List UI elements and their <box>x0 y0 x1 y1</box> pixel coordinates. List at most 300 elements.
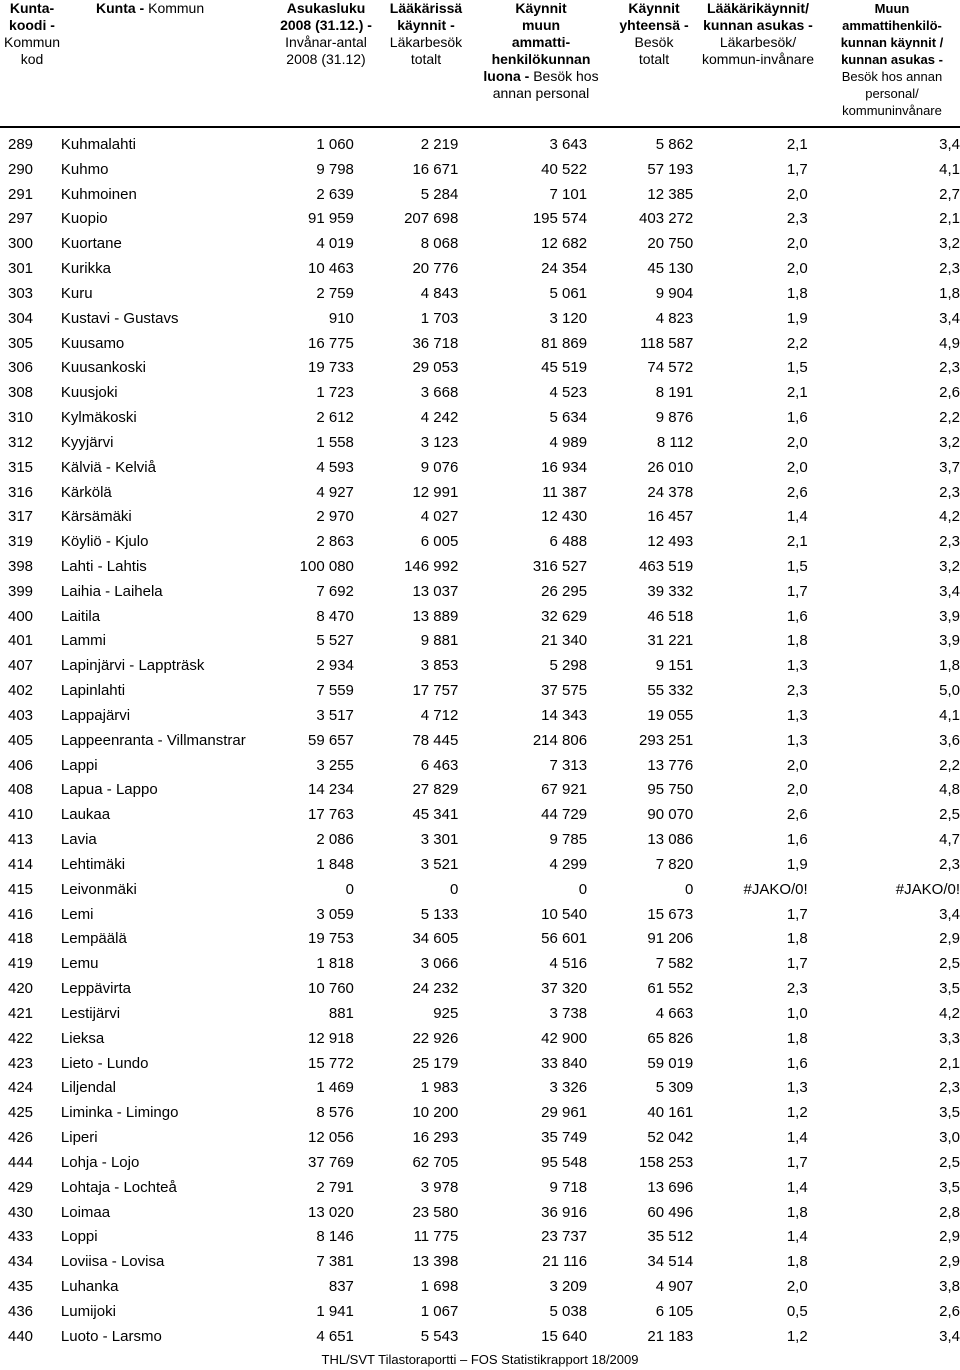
doctor-visits-cell: 3 978 <box>420 1178 459 1196</box>
municipality-name-cell: Loimaa <box>60 1203 111 1221</box>
total-visits-cell: 463 519 <box>639 557 694 575</box>
other-visits-per-resident-cell: 4,1 <box>939 706 960 724</box>
total-visits-cell: 57 193 <box>647 160 694 178</box>
municipality-name-cell: Lieto - Lundo <box>60 1054 149 1072</box>
other-visits-per-resident-cell: 2,8 <box>939 1203 960 1221</box>
other-visits-per-resident-cell: 2,6 <box>939 1302 960 1320</box>
header-doctor-visits <box>374 0 478 68</box>
municipality-code-cell: 316 <box>8 483 34 501</box>
table-row <box>0 1200 960 1225</box>
municipality-code-cell: 410 <box>8 806 34 824</box>
municipality-name-cell: Kurikka <box>60 260 111 278</box>
table-row <box>0 951 960 976</box>
header-normal: Läkarbesök/ kommun-invånare <box>701 34 815 67</box>
other-visits-per-resident-cell: 2,2 <box>939 409 960 427</box>
municipality-code-cell: 408 <box>8 781 34 799</box>
municipality-name-cell: Kylmäkoski <box>60 409 137 427</box>
table-row <box>0 728 960 753</box>
doctor-visits-per-resident-cell: 2,2 <box>786 334 808 352</box>
population-cell: 2 639 <box>316 185 354 203</box>
population-cell: 7 692 <box>316 582 354 600</box>
table-row <box>0 976 960 1001</box>
doctor-visits-per-resident-cell: 2,0 <box>786 235 808 253</box>
municipality-code-cell: 398 <box>8 557 34 575</box>
total-visits-cell: 6 105 <box>655 1302 694 1320</box>
population-cell: 0 <box>345 880 354 898</box>
municipality-name-cell: Kuhmalahti <box>60 135 136 153</box>
doctor-visits-cell: 1 698 <box>420 1278 459 1295</box>
other-visits-per-resident-cell: 3,4 <box>939 1327 960 1345</box>
header-bold: Kunta - <box>96 0 145 16</box>
doctor-visits-cell: 23 580 <box>412 1203 459 1221</box>
total-visits-cell: 26 010 <box>647 458 694 476</box>
table-row <box>0 703 960 728</box>
doctor-visits-cell: 4 843 <box>420 284 459 302</box>
doctor-visits-cell: 16 293 <box>412 1129 459 1147</box>
other-visits-cell: 5 634 <box>549 409 588 427</box>
municipality-code-cell: 440 <box>8 1327 34 1345</box>
other-visits-cell: 6 488 <box>549 533 588 551</box>
doctor-visits-cell: 1 067 <box>420 1302 459 1320</box>
other-visits-per-resident-cell: 3,5 <box>939 1178 960 1196</box>
municipality-name-cell: Lohtaja - Lochteå <box>60 1178 177 1196</box>
total-visits-cell: 0 <box>684 880 694 898</box>
other-visits-per-resident-cell: 4,2 <box>939 508 960 526</box>
table-row <box>0 1150 960 1175</box>
total-visits-cell: 5 309 <box>655 1079 694 1097</box>
doctor-visits-per-resident-cell: 1,7 <box>786 905 808 923</box>
other-visits-cell: 37 575 <box>541 682 588 700</box>
total-visits-cell: 46 518 <box>647 607 694 625</box>
municipality-code-cell: 303 <box>8 284 34 302</box>
other-visits-per-resident-cell: 3,9 <box>939 607 960 625</box>
total-visits-cell: 13 696 <box>647 1178 694 1196</box>
other-visits-per-resident-cell: 2,5 <box>939 1153 960 1171</box>
other-visits-cell: 95 548 <box>541 1153 588 1171</box>
total-visits-cell: 5 862 <box>655 135 694 153</box>
other-visits-per-resident-cell: #JAKO/0! <box>895 880 960 898</box>
total-visits-cell: 52 042 <box>647 1129 694 1147</box>
header-normal: Invånar-antal 2008 (31.12) <box>285 34 367 67</box>
doctor-visits-per-resident-cell: 1,9 <box>786 855 808 873</box>
population-cell: 1 558 <box>316 433 354 451</box>
doctor-visits-per-resident-cell: 2,0 <box>786 260 808 278</box>
other-visits-per-resident-cell: 1,8 <box>939 284 960 302</box>
population-cell: 7 381 <box>316 1253 354 1271</box>
doctor-visits-per-resident-cell: 1,2 <box>786 1327 808 1345</box>
other-visits-per-resident-cell: 4,9 <box>939 334 960 352</box>
header-normal: Besök hos annan personal <box>492 68 599 101</box>
doctor-visits-per-resident-cell: 1,8 <box>786 284 808 302</box>
population-cell: 3 059 <box>316 905 354 923</box>
total-visits-cell: 65 826 <box>647 1029 694 1047</box>
doctor-visits-cell: 27 829 <box>412 781 459 799</box>
municipality-code-cell: 436 <box>8 1302 34 1320</box>
doctor-visits-cell: 6 463 <box>420 756 459 774</box>
other-visits-per-resident-cell: 3,9 <box>939 632 960 650</box>
doctor-visits-per-resident-cell: 2,0 <box>786 185 808 203</box>
table-row <box>0 306 960 331</box>
header-other-per-resident <box>824 0 960 119</box>
municipality-code-cell: 414 <box>8 855 34 873</box>
municipality-name-cell: Laukaa <box>60 806 111 824</box>
table-row <box>0 206 960 231</box>
other-visits-per-resident-cell: 3,4 <box>939 309 960 327</box>
municipality-name-cell: Laitila <box>60 607 101 625</box>
doctor-visits-cell: 3 123 <box>420 433 459 451</box>
doctor-visits-per-resident-cell: 1,4 <box>786 508 808 526</box>
doctor-visits-cell: 8 068 <box>420 235 459 253</box>
table-body <box>0 132 960 1349</box>
total-visits-cell: 60 496 <box>647 1203 694 1221</box>
population-cell: 10 463 <box>308 260 354 278</box>
population-cell: 881 <box>328 1004 354 1022</box>
municipality-name-cell: Lapinlahti <box>60 682 126 700</box>
municipality-code-cell: 306 <box>8 359 34 377</box>
population-cell: 2 934 <box>316 657 354 675</box>
doctor-visits-per-resident-cell: 1,6 <box>786 409 808 427</box>
population-cell: 2 863 <box>316 533 354 551</box>
other-visits-per-resident-cell: 3,5 <box>939 1104 960 1122</box>
population-cell: 14 234 <box>308 781 354 799</box>
population-cell: 91 959 <box>308 210 354 228</box>
population-cell: 3 255 <box>316 756 354 774</box>
municipality-code-cell: 290 <box>8 160 34 178</box>
header-bold: Kunta- koodi - <box>9 0 55 33</box>
other-visits-per-resident-cell: 2,2 <box>939 756 960 774</box>
doctor-visits-cell: 3 301 <box>420 831 459 849</box>
doctor-visits-cell: 1 983 <box>420 1079 459 1097</box>
total-visits-cell: 7 820 <box>655 855 694 873</box>
doctor-visits-cell: 6 005 <box>420 533 459 551</box>
municipality-name-cell: Laihia - Laihela <box>60 582 163 600</box>
doctor-visits-cell: 146 992 <box>404 557 459 575</box>
total-visits-cell: 9 876 <box>655 409 694 427</box>
doctor-visits-per-resident-cell: 1,3 <box>786 706 808 724</box>
municipality-name-cell: Lempäälä <box>60 930 127 948</box>
municipality-code-cell: 403 <box>8 706 34 724</box>
doctor-visits-cell: 13 398 <box>412 1253 459 1271</box>
other-visits-cell: 5 038 <box>549 1302 588 1320</box>
doctor-visits-cell: 36 718 <box>412 334 459 352</box>
other-visits-per-resident-cell: 3,7 <box>939 458 960 476</box>
total-visits-cell: 9 904 <box>655 284 694 302</box>
doctor-visits-per-resident-cell: 1,7 <box>786 160 808 178</box>
doctor-visits-per-resident-cell: 2,0 <box>786 756 808 774</box>
municipality-name-cell: Lappajärvi <box>60 706 131 724</box>
population-cell: 8 146 <box>316 1228 354 1246</box>
other-visits-cell: 67 921 <box>541 781 588 799</box>
other-visits-cell: 11 387 <box>542 483 588 501</box>
doctor-visits-per-resident-cell: 1,7 <box>786 582 808 600</box>
total-visits-cell: 55 332 <box>647 682 694 700</box>
municipality-code-cell: 425 <box>8 1104 34 1122</box>
municipality-name-cell: Kälviä - Kelviå <box>60 458 156 476</box>
table-row <box>0 604 960 629</box>
doctor-visits-per-resident-cell: 2,1 <box>786 533 808 551</box>
doctor-visits-per-resident-cell: 1,3 <box>786 657 808 675</box>
municipality-code-cell: 430 <box>8 1203 34 1221</box>
table-header <box>0 0 960 126</box>
population-cell: 4 593 <box>316 458 354 476</box>
table-row <box>0 331 960 356</box>
table-row <box>0 132 960 157</box>
municipality-name-cell: Kuru <box>60 284 93 302</box>
municipality-name-cell: Lappi <box>60 756 98 774</box>
table-row <box>0 1125 960 1150</box>
population-cell: 9 798 <box>316 160 354 178</box>
municipality-name-cell: Lahti - Lahtis <box>60 557 147 575</box>
municipality-name-cell: Kuopio <box>60 210 108 228</box>
total-visits-cell: 118 587 <box>640 334 694 352</box>
doctor-visits-per-resident-cell: 1,6 <box>786 1054 808 1072</box>
other-visits-per-resident-cell: 3,4 <box>939 582 960 600</box>
municipality-code-cell: 402 <box>8 682 34 700</box>
other-visits-per-resident-cell: 3,3 <box>939 1029 960 1047</box>
doctor-visits-per-resident-cell: 2,0 <box>786 433 808 451</box>
total-visits-cell: 21 183 <box>647 1327 694 1345</box>
municipality-code-cell: 424 <box>8 1079 34 1097</box>
population-cell: 1 723 <box>316 384 354 402</box>
doctor-visits-cell: 29 053 <box>412 359 459 377</box>
other-visits-cell: 36 916 <box>541 1203 588 1221</box>
other-visits-cell: 4 989 <box>549 433 588 451</box>
population-cell: 4 927 <box>316 483 354 501</box>
population-cell: 19 753 <box>308 930 354 948</box>
population-cell: 16 775 <box>308 334 354 352</box>
municipality-code-cell: 291 <box>8 185 34 203</box>
municipality-name-cell: Lieksa <box>60 1029 105 1047</box>
doctor-visits-cell: 13 037 <box>412 582 459 600</box>
table-row <box>0 1249 960 1274</box>
other-visits-cell: 42 900 <box>541 1029 588 1047</box>
doctor-visits-per-resident-cell: 2,0 <box>786 458 808 476</box>
population-cell: 37 769 <box>308 1153 354 1171</box>
doctor-visits-per-resident-cell: 1,8 <box>786 930 808 948</box>
header-bold: Lääkärissä käynnit - <box>389 0 463 33</box>
other-visits-cell: 195 574 <box>532 210 588 228</box>
header-divider <box>0 126 960 128</box>
doctor-visits-per-resident-cell: 1,6 <box>786 607 808 625</box>
header-other-visits <box>476 0 606 102</box>
total-visits-cell: 4 907 <box>655 1278 694 1295</box>
municipality-code-cell: 308 <box>8 384 34 402</box>
total-visits-cell: 24 378 <box>647 483 694 501</box>
other-visits-per-resident-cell: 3,8 <box>939 1278 960 1295</box>
population-cell: 2 970 <box>316 508 354 526</box>
doctor-visits-per-resident-cell: 1,8 <box>786 1253 808 1271</box>
doctor-visits-cell: 4 242 <box>420 409 459 427</box>
municipality-name-cell: Lumijoki <box>60 1302 116 1320</box>
municipality-name-cell: Kärkölä <box>60 483 112 501</box>
header-code <box>0 0 64 68</box>
other-visits-per-resident-cell: 2,9 <box>939 1228 960 1246</box>
table-row <box>0 256 960 281</box>
doctor-visits-cell: 925 <box>433 1004 459 1022</box>
table-row <box>0 877 960 902</box>
municipality-name-cell: Kuusamo <box>60 334 125 352</box>
population-cell: 8 470 <box>316 607 354 625</box>
total-visits-cell: 34 514 <box>647 1253 694 1271</box>
other-visits-cell: 3 120 <box>549 309 588 327</box>
municipality-code-cell: 418 <box>8 930 34 948</box>
population-cell: 1 469 <box>316 1079 354 1097</box>
table-row <box>0 1175 960 1200</box>
municipality-name-cell: Luoto - Larsmo <box>60 1327 162 1345</box>
other-visits-cell: 4 299 <box>549 855 588 873</box>
table-row <box>0 778 960 803</box>
municipality-code-cell: 407 <box>8 657 34 675</box>
header-doctor-per-resident <box>692 0 824 68</box>
doctor-visits-per-resident-cell: 1,2 <box>786 1104 808 1122</box>
other-visits-cell: 37 320 <box>541 980 588 998</box>
municipality-code-cell: 399 <box>8 582 34 600</box>
total-visits-cell: 12 385 <box>647 185 694 203</box>
other-visits-per-resident-cell: 3,4 <box>939 135 960 153</box>
other-visits-per-resident-cell: 1,8 <box>939 657 960 675</box>
total-visits-cell: 158 253 <box>639 1153 694 1171</box>
other-visits-cell: 44 729 <box>541 806 588 824</box>
municipality-name-cell: Kuhmoinen <box>60 185 137 203</box>
municipality-code-cell: 435 <box>8 1278 34 1295</box>
doctor-visits-per-resident-cell: 1,0 <box>786 1004 808 1022</box>
municipality-name-cell: Lohja - Lojo <box>60 1153 140 1171</box>
total-visits-cell: 74 572 <box>647 359 694 377</box>
other-visits-cell: 3 209 <box>549 1278 588 1295</box>
total-visits-cell: 4 663 <box>655 1004 694 1022</box>
municipality-code-cell: 419 <box>8 955 34 973</box>
other-visits-per-resident-cell: 2,3 <box>939 855 960 873</box>
municipality-code-cell: 420 <box>8 980 34 998</box>
population-cell: 12 918 <box>308 1029 354 1047</box>
other-visits-per-resident-cell: 2,5 <box>939 806 960 824</box>
doctor-visits-cell: 10 200 <box>412 1104 459 1122</box>
doctor-visits-per-resident-cell: 1,8 <box>786 632 808 650</box>
other-visits-cell: 3 643 <box>549 135 588 153</box>
table-row <box>0 653 960 678</box>
population-cell: 837 <box>328 1278 354 1295</box>
doctor-visits-cell: 3 668 <box>420 384 459 402</box>
doctor-visits-cell: 9 881 <box>420 632 459 650</box>
doctor-visits-per-resident-cell: 2,0 <box>786 781 808 799</box>
other-visits-per-resident-cell: 2,9 <box>939 930 960 948</box>
other-visits-per-resident-cell: 2,3 <box>939 260 960 278</box>
header-normal: Kommun <box>144 0 205 16</box>
doctor-visits-cell: 5 284 <box>420 185 459 203</box>
population-cell: 1 060 <box>316 135 354 153</box>
table-row <box>0 927 960 952</box>
doctor-visits-per-resident-cell: #JAKO/0! <box>743 880 808 898</box>
total-visits-cell: 35 512 <box>647 1228 694 1246</box>
doctor-visits-cell: 24 232 <box>412 980 459 998</box>
population-cell: 2 791 <box>316 1178 354 1196</box>
doctor-visits-cell: 16 671 <box>412 160 459 178</box>
municipality-code-cell: 423 <box>8 1054 34 1072</box>
total-visits-cell: 12 493 <box>647 533 694 551</box>
municipality-name-cell: Liperi <box>60 1129 98 1147</box>
municipality-code-cell: 416 <box>8 905 34 923</box>
other-visits-per-resident-cell: 3,2 <box>939 235 960 253</box>
table-row <box>0 1299 960 1324</box>
population-cell: 910 <box>328 309 354 327</box>
municipality-name-cell: Liminka - Limingo <box>60 1104 179 1122</box>
doctor-visits-per-resident-cell: 1,3 <box>786 731 808 749</box>
table-row <box>0 529 960 554</box>
other-visits-cell: 24 354 <box>541 260 588 278</box>
header-normal: Kommun kod <box>3 34 61 67</box>
doctor-visits-per-resident-cell: 2,0 <box>786 1278 808 1295</box>
municipality-name-cell: Kyyjärvi <box>60 433 114 451</box>
doctor-visits-cell: 4 712 <box>420 706 459 724</box>
doctor-visits-cell: 45 341 <box>412 806 459 824</box>
municipality-name-cell: Kuusankoski <box>60 359 146 377</box>
total-visits-cell: 90 070 <box>647 806 694 824</box>
municipality-code-cell: 433 <box>8 1228 34 1246</box>
other-visits-cell: 26 295 <box>541 582 588 600</box>
other-visits-cell: 15 640 <box>541 1327 588 1345</box>
population-cell: 59 657 <box>308 731 354 749</box>
municipality-code-cell: 304 <box>8 309 34 327</box>
municipality-code-cell: 315 <box>8 458 34 476</box>
doctor-visits-cell: 2 219 <box>420 135 459 153</box>
doctor-visits-cell: 5 133 <box>420 905 459 923</box>
municipality-name-cell: Lapinjärvi - Lappträsk <box>60 657 205 675</box>
other-visits-cell: 81 869 <box>541 334 588 352</box>
total-visits-cell: 9 151 <box>655 657 694 675</box>
other-visits-cell: 4 516 <box>549 955 588 973</box>
municipality-name-cell: Lavia <box>60 831 97 849</box>
other-visits-cell: 4 523 <box>549 384 588 402</box>
table-row <box>0 827 960 852</box>
table-row <box>0 480 960 505</box>
other-visits-cell: 12 682 <box>541 235 588 253</box>
other-visits-cell: 9 718 <box>549 1178 588 1196</box>
header-bold: Käynnit yhteensä - <box>619 0 689 33</box>
municipality-code-cell: 310 <box>8 409 34 427</box>
doctor-visits-per-resident-cell: 1,4 <box>786 1129 808 1147</box>
total-visits-cell: 61 552 <box>647 980 694 998</box>
table-row <box>0 430 960 455</box>
municipality-name-cell: Leppävirta <box>60 980 131 998</box>
other-visits-per-resident-cell: 2,3 <box>939 1079 960 1097</box>
other-visits-per-resident-cell: 2,1 <box>939 1054 960 1072</box>
doctor-visits-per-resident-cell: 2,3 <box>786 210 808 228</box>
doctor-visits-per-resident-cell: 2,3 <box>786 682 808 700</box>
other-visits-cell: 35 749 <box>541 1129 588 1147</box>
doctor-visits-cell: 207 698 <box>404 210 459 228</box>
total-visits-cell: 7 582 <box>655 955 694 973</box>
total-visits-cell: 15 673 <box>647 905 694 923</box>
table-row <box>0 753 960 778</box>
population-cell: 5 527 <box>316 632 354 650</box>
doctor-visits-per-resident-cell: 1,7 <box>786 955 808 973</box>
table-row <box>0 405 960 430</box>
municipality-code-cell: 319 <box>8 533 34 551</box>
total-visits-cell: 4 823 <box>655 309 694 327</box>
other-visits-per-resident-cell: 2,1 <box>939 210 960 228</box>
municipality-code-cell: 444 <box>8 1153 34 1171</box>
total-visits-cell: 8 191 <box>655 384 694 402</box>
table-row <box>0 1051 960 1076</box>
municipality-name-cell: Luhanka <box>60 1278 119 1295</box>
doctor-visits-cell: 5 543 <box>420 1327 459 1345</box>
other-visits-cell: 21 340 <box>541 632 588 650</box>
table-row <box>0 157 960 182</box>
doctor-visits-cell: 62 705 <box>412 1153 459 1171</box>
total-visits-cell: 40 161 <box>647 1104 694 1122</box>
municipality-code-cell: 400 <box>8 607 34 625</box>
total-visits-cell: 293 251 <box>639 731 694 749</box>
